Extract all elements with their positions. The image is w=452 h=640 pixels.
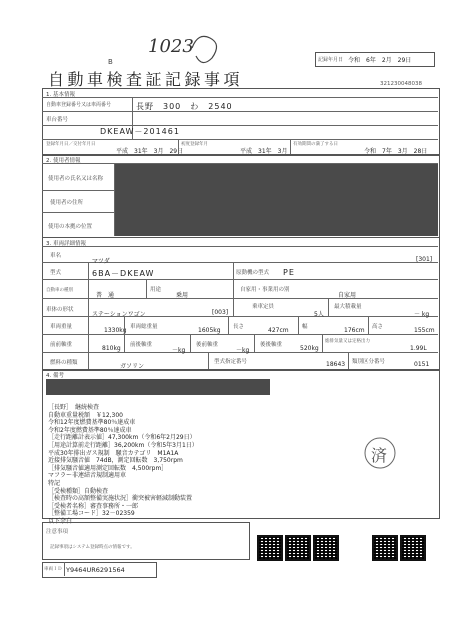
vehicle-kind-value: 普 通: [96, 292, 115, 299]
remark-line: 以下余白: [48, 517, 73, 525]
remarks-section-title: 4. 備考: [46, 373, 64, 379]
max-payload-label: 最大積載量: [334, 304, 362, 310]
expiry-date-value: 令和 7年 3月 28日: [364, 148, 428, 155]
remark-line: ［長野］ 継続検査: [48, 404, 100, 411]
registration-number-value: 長野 300 わ 2540: [136, 102, 233, 111]
gross-weight-value: 1605kg: [198, 327, 221, 334]
handwritten-number: 1023: [148, 36, 194, 57]
width-label: 幅: [302, 324, 308, 330]
front-front-axle-value: 810kg: [102, 345, 121, 352]
stamp-character: 済: [371, 446, 388, 465]
user-name-label: 使用者の氏名又は名称: [48, 176, 104, 182]
class-number-label: 類別区分番号: [352, 359, 386, 365]
model-label: 型式: [50, 270, 62, 276]
vehicle-section-title: 3. 車両詳細情報: [46, 241, 86, 247]
handwritten-letter: B: [108, 58, 113, 66]
user-address-label: 使用者の住所: [50, 200, 84, 206]
remark-line: ［受検種類］自動検査: [48, 487, 109, 495]
rear-front-axle-value: －kg: [236, 347, 250, 354]
remark-line: ［走行距離計表示値］47,300km（令和6年2月29日）: [48, 434, 196, 442]
registration-date-label: 登録年月日／交付年月日: [46, 142, 96, 147]
first-registration-value: 平成 31年 3月: [240, 148, 288, 155]
date-value: 令和 6年 2月 29日: [348, 57, 412, 64]
use-label: 用途: [150, 287, 162, 293]
private-business-label: 自家用・事業用の別: [240, 287, 290, 293]
remark-line: ［排気騒音値適用測定回転数 4,500rpm］: [48, 464, 168, 472]
notice-box: [42, 522, 250, 560]
remark-line: マフラー非連結音規制適用車: [48, 472, 127, 480]
model-value: 6BA－DKEAW: [92, 269, 155, 278]
engine-type-value: PE: [283, 268, 295, 277]
maker-code: [301]: [416, 256, 433, 263]
rear-front-axle-label: 後前軸重: [196, 342, 219, 348]
remark-line: 令和12年度燃費基準80％達成車: [48, 419, 136, 427]
height-value: 155cm: [414, 327, 435, 334]
type-number-label: 型式指定番号: [214, 359, 248, 365]
expiry-date-label: 有効期間の満了する日: [293, 142, 338, 147]
maker-value: マツダ: [92, 258, 110, 265]
maker-label: 車名: [50, 253, 62, 259]
chassis-number-label: 車台番号: [46, 117, 69, 123]
qr-code-icon: [285, 535, 311, 561]
length-value: 427cm: [268, 327, 289, 334]
length-label: 長さ: [233, 324, 245, 330]
qr-code-icon: [372, 535, 398, 561]
use-value: 乗用: [176, 292, 189, 299]
fuel-type-label: 燃料の種類: [50, 360, 78, 366]
basic-section-title: 1. 基本情報: [46, 92, 75, 98]
vehicle-weight-label: 車両重量: [50, 324, 73, 330]
remark-line: ［検査時の高額整備実施状況］衝突被害軽減制動装置: [48, 495, 193, 503]
rear-rear-axle-label: 後後軸重: [260, 342, 283, 348]
redacted-user-info: [115, 164, 438, 236]
vehicle-id-label: 車両ＩＤ: [44, 567, 62, 572]
engine-type-label: 原動機の型式: [236, 270, 270, 276]
body-shape-code: [003]: [212, 309, 229, 316]
height-label: 高さ: [372, 324, 384, 330]
width-value: 176cm: [344, 327, 365, 334]
remark-line: 令和2年度燃費基準80％達成車: [48, 426, 132, 434]
document-number: 321230048038: [380, 81, 422, 87]
displacement-label: 総排気量又は定格出力: [325, 339, 370, 344]
capacity-value: 5人: [314, 311, 324, 318]
qr-code-icon: [313, 535, 339, 561]
remarks-list: [48, 404, 198, 526]
rear-rear-axle-value: 520kg: [300, 345, 319, 352]
notice-title: 注意事項: [46, 529, 69, 535]
private-business-value: 自家用: [338, 292, 357, 299]
fuel-type-value: ガソリン: [120, 363, 145, 370]
remark-line: 平成30年排出ガス規制 騒音カテゴリ M1A1A: [48, 449, 179, 457]
remark-line: 自動車重量税額 ￥12,300: [48, 411, 123, 419]
remark-line: 近接排気騒音値 74dB，測定回転数 3,750rpm: [48, 457, 183, 465]
chassis-number-value: DKEAW－201461: [100, 127, 180, 136]
class-number-value: 0151: [414, 361, 430, 368]
redacted-remarks: [46, 379, 270, 395]
qr-code-icon: [400, 535, 426, 561]
registration-number-label: 自動車登録番号又は車両番号: [46, 102, 112, 108]
handwritten-scribble-icon: [188, 28, 228, 68]
front-front-axle-label: 前前軸重: [50, 342, 73, 348]
first-registration-label: 初度登録年月: [181, 142, 208, 147]
remark-line: ［用途計算前走行距離］36,200km（令和5年3月1日）: [48, 441, 198, 449]
body-shape-value: ステーションワゴン: [92, 311, 146, 318]
vehicle-weight-value: 1330kg: [104, 327, 127, 334]
document-title: 自動車検査証記録事項: [48, 70, 244, 89]
remark-line: 特記: [48, 479, 61, 487]
max-payload-value: － kg: [414, 311, 430, 318]
type-number-value: 18643: [326, 361, 346, 368]
capacity-label: 乗車定員: [252, 304, 275, 310]
remark-line: ［整備工場コード］32－02359: [48, 510, 135, 518]
user-section-title: 2. 使用者情報: [46, 158, 81, 164]
date-label: 記録年月日: [318, 57, 344, 63]
vehicle-kind-label: 自動車の種別: [46, 288, 73, 293]
displacement-value: 1.99L: [410, 345, 427, 352]
base-location-label: 使用の本拠の位置: [48, 224, 93, 230]
qr-code-icon: [257, 535, 283, 561]
registration-date-value: 平成 31年 3月 29日: [116, 148, 184, 155]
remark-line: ［受検者名称］審査事務所・一郎: [48, 502, 139, 510]
vehicle-id-value: Y9464UR6291564: [66, 566, 125, 574]
gross-weight-label: 車両総重量: [130, 324, 158, 330]
front-rear-axle-value: －kg: [172, 347, 186, 354]
front-rear-axle-label: 前後軸重: [130, 342, 153, 348]
notice-body: 記録事項はシステム登録時点の情報です。: [50, 545, 135, 550]
body-shape-label: 車体の形状: [46, 307, 74, 313]
